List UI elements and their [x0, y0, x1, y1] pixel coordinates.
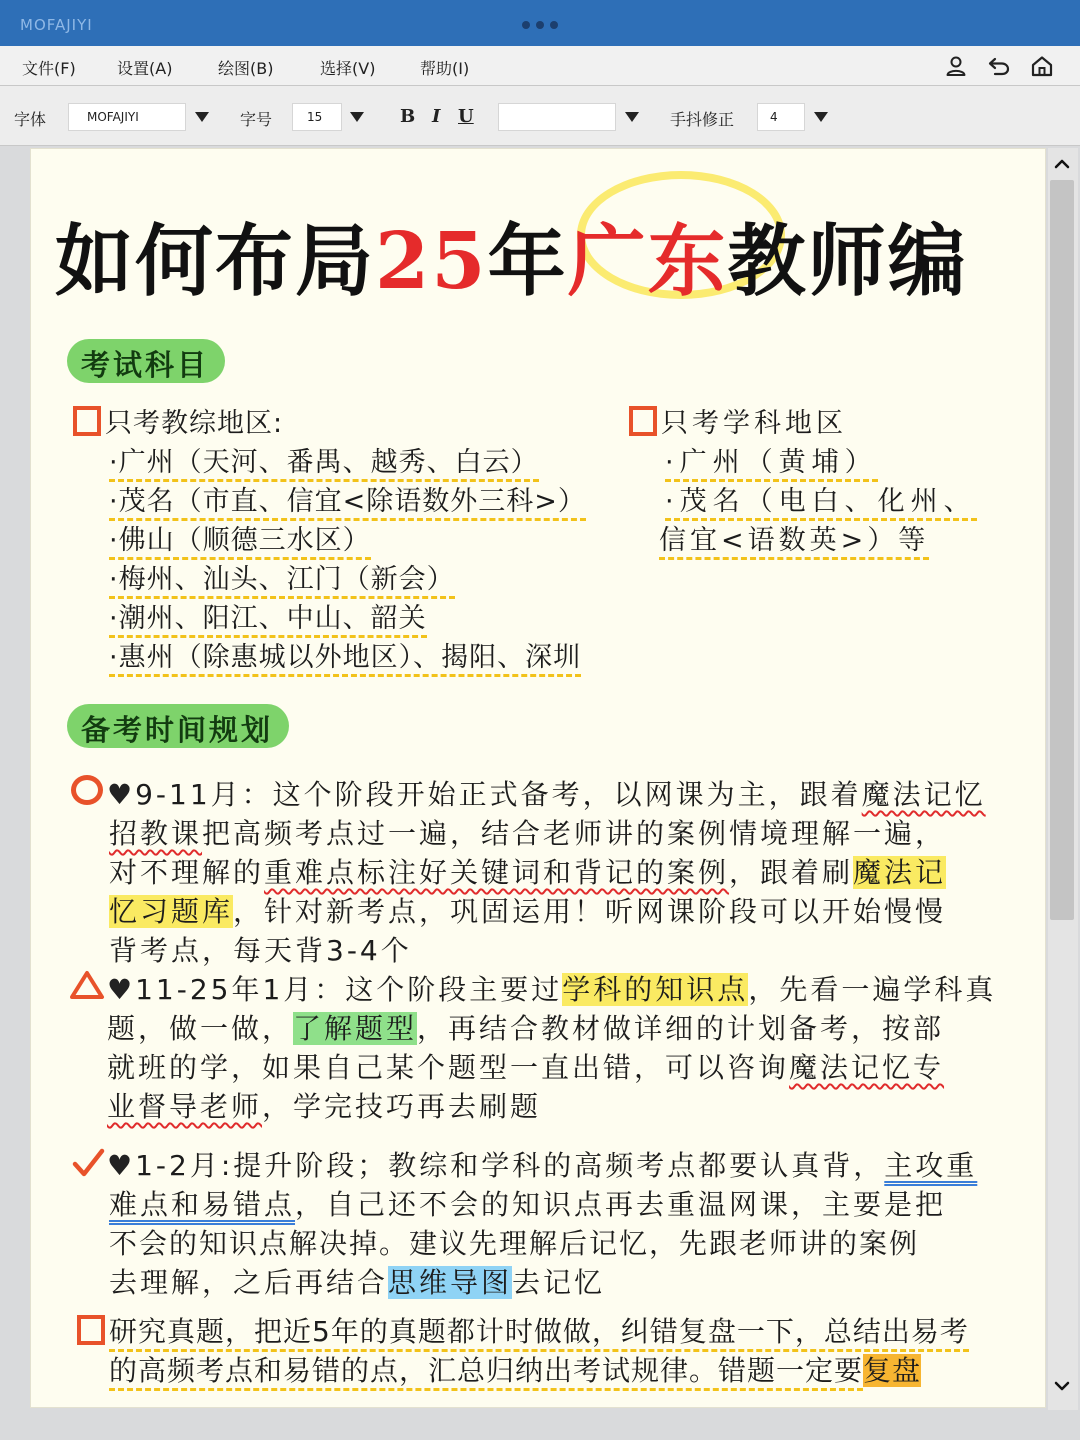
p3-text: 去理解，之后再结合 [109, 1266, 389, 1299]
document-canvas[interactable] [30, 148, 1046, 1408]
font-select[interactable]: MOFAJIYI [68, 103, 186, 131]
size-label: 字号 [240, 110, 273, 129]
p3-text: 去记忆 [512, 1266, 606, 1299]
style-dropdown-arrow-icon[interactable] [625, 112, 639, 122]
p3-text: 1-2月:提升阶段；教综和学科的高频考点都要认真背， [135, 1149, 885, 1182]
jitter-dropdown-arrow-icon[interactable] [814, 112, 828, 122]
checkbox-icon [77, 1315, 105, 1345]
brand-mention: 招教课 [109, 817, 203, 850]
p4-text: 的高频考点和易错的点，汇总归纳出考试规律。错题一定要 [109, 1354, 863, 1391]
style-select[interactable] [498, 103, 616, 131]
section-heading-subjects: 考试科目 [67, 339, 225, 383]
highlight-yellow: 忆习题库 [109, 895, 234, 928]
menu-file[interactable]: 文件(F) [22, 59, 76, 78]
italic-button[interactable]: I [432, 106, 441, 127]
dot [536, 21, 544, 29]
right-column-heading: 只考学科地区 [661, 408, 847, 439]
highlight-yellow: 魔法记 [853, 856, 947, 889]
p2-text: ，先看一遍学科真 [748, 973, 997, 1006]
title-year: 25 [375, 216, 488, 307]
underline-button[interactable]: U [458, 106, 474, 127]
menu-draw[interactable]: 绘图(B) [218, 59, 274, 78]
left-column-heading: 只考教综地区: [105, 408, 284, 439]
p2-text: ，学完技巧再去刷题 [262, 1090, 542, 1123]
checkbox-icon [629, 406, 657, 436]
undo-icon[interactable] [987, 54, 1011, 78]
list-item: ·潮州、阳江、中山、韶关 [109, 603, 427, 638]
p2-text: 就班的学，如果自己某个题型一直出错，可以咨询 [107, 1051, 790, 1084]
highlight-yellow: 学科的知识点 [562, 973, 749, 1006]
p2-text: 题，做一做， [107, 1012, 294, 1045]
brand-mention: 魔法记忆专 [789, 1051, 945, 1084]
app-name: MOFAJIYI [20, 16, 93, 34]
menu-bar [0, 46, 1080, 86]
menu-help[interactable]: 帮助(I) [420, 59, 470, 78]
p1-text: ，针对新考点，巩固运用！听网课阶段可以开始慢慢 [233, 895, 947, 928]
list-item: ·茂名（电白、化州、 [665, 486, 977, 521]
circle-bullet-icon [71, 775, 103, 805]
highlight-orange: 复盘 [863, 1354, 922, 1387]
checkbox-icon [73, 406, 101, 436]
jitter-label: 手抖修正 [670, 110, 735, 129]
check-bullet-icon [71, 1147, 105, 1179]
bold-button[interactable]: B [400, 106, 416, 127]
window-options-button[interactable] [522, 21, 558, 29]
p1-text: 对不理解的 [109, 856, 265, 889]
chevron-down-icon[interactable] [1054, 1378, 1070, 1394]
list-item: ·惠州（除惠城以外地区）、揭阳、深圳 [109, 642, 581, 677]
heart-icon: ♥ [107, 778, 136, 811]
list-item: ·茂名（市直、信宜<除语数外三科>） [109, 486, 586, 521]
page-title [55, 199, 1045, 311]
p4-text: 研究真题，把近5年的真题都计时做做，纠错复盘一下，总结出易考 [109, 1315, 969, 1352]
keyword-emphasis: 重难点标注好关键词和背记的案例 [264, 856, 730, 889]
heart-icon: ♥ [107, 1149, 136, 1182]
highlight-green: 了解题型 [293, 1012, 418, 1045]
list-item: ·梅州、汕头、江门（新会） [109, 564, 455, 599]
title-part2: 年 [487, 216, 568, 307]
menu-select[interactable]: 选择(V) [320, 59, 376, 78]
title-part1: 如何布局 [55, 216, 376, 307]
list-item: ·广州（黄埔） [665, 447, 878, 482]
vertical-scrollbar[interactable] [1048, 148, 1078, 1410]
p2-text: 11-25年1月：这个阶段主要过 [135, 973, 563, 1006]
highlight-blue: 思维导图 [388, 1266, 513, 1299]
brand-mention: 魔法记忆 [861, 778, 986, 811]
chevron-up-icon[interactable] [1054, 156, 1070, 172]
font-label: 字体 [14, 110, 47, 129]
p1-text: 9-11月：这个阶段开始正式备考，以网课为主，跟着 [135, 778, 862, 811]
brand-mention: 业督导老师 [107, 1090, 263, 1123]
user-icon[interactable] [944, 54, 968, 78]
list-item: ·广州（天河、番禺、越秀、白云） [109, 447, 539, 482]
heart-icon: ♥ [107, 973, 136, 1006]
dot [550, 21, 558, 29]
double-underline-emphasis: 主攻重 [884, 1149, 978, 1182]
font-dropdown-arrow-icon[interactable] [195, 112, 209, 122]
jitter-select[interactable]: 4 [757, 103, 805, 131]
menu-settings[interactable]: 设置(A) [117, 59, 173, 78]
title-part3: 教师编 [727, 216, 968, 307]
triangle-bullet-icon [69, 969, 105, 1001]
p3-text: 不会的知识点解决掉。建议先理解后记忆，先跟老师讲的案例 [109, 1227, 920, 1260]
section-heading-timeline: 备考时间规划 [67, 704, 289, 748]
p1-text: ，跟着刷 [729, 856, 854, 889]
p1-text: 把高频考点过一遍，结合老师讲的案例情境理解一遍， [202, 817, 947, 850]
scrollbar-thumb[interactable] [1050, 180, 1074, 920]
list-item: ·佛山（顺德三水区） [109, 525, 371, 560]
p1-text: 背考点，每天背3-4个 [109, 934, 412, 967]
dot [522, 21, 530, 29]
double-underline-emphasis: 难点和易错点 [109, 1188, 296, 1221]
title-bar [0, 0, 1080, 46]
title-region: 广东 [567, 216, 728, 307]
size-select[interactable]: 15 [292, 103, 342, 131]
size-dropdown-arrow-icon[interactable] [350, 112, 364, 122]
home-icon[interactable] [1030, 54, 1054, 78]
list-item: 信宜<语数英>）等 [659, 525, 929, 560]
p2-text: ，再结合教材做详细的计划备考，按部 [417, 1012, 945, 1045]
p3-text: ，自己还不会的知识点再去重温网课，主要是把 [295, 1188, 947, 1221]
format-toolbar [0, 86, 1080, 146]
